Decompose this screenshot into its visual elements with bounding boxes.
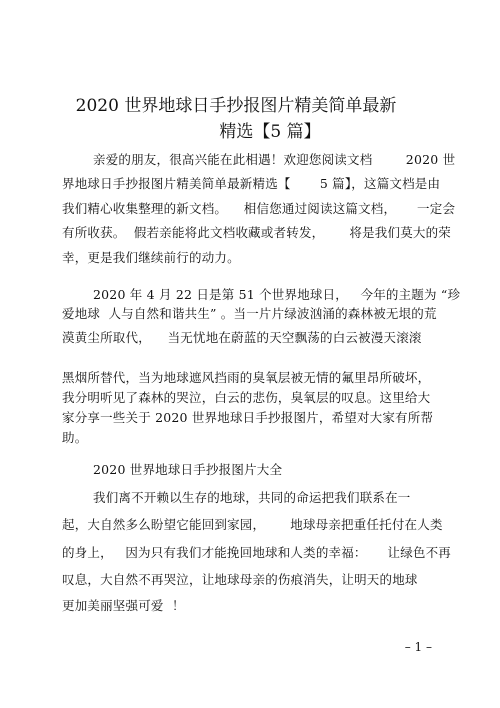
intro-line: 界地球日手抄报图片精美简单最新精选【 5 篇】，这篇文档是由 xyxy=(62,176,441,191)
document-title-line1: 2020 世界地球日手抄报图片精美简单最新 xyxy=(75,96,397,116)
intro-line: 有所收获。 假若亲能将此文档收藏或者转发， 将是我们莫大的荣 xyxy=(62,225,451,240)
page-number: – 1 – xyxy=(404,640,432,654)
document-title-line2: 精选【5 篇】 xyxy=(219,122,321,142)
earthday-line: 家分享一些关于 2020 世界地球日手抄报图片，希望对大家有所帮 xyxy=(62,410,434,425)
intro-line: 幸，更是我们继续前行的动力。 xyxy=(62,250,240,265)
body-line: 起，大自然多么盼望它能回到家园， 地球母亲把重任托付在人类 xyxy=(62,517,443,532)
earthday-line: 助。 xyxy=(62,430,88,445)
intro-line: 亲爱的朋友，很高兴能在此相遇！欢迎您阅读文档 2020 世 xyxy=(93,152,456,167)
intro-line: 我们精心收集整理的新文档。 相信您通过阅读这篇文档， 一定会 xyxy=(62,201,456,216)
earthday-line: 爱地球 人与自然和谐共生” 。当一片片绿波汹涌的森林被无垠的荒 xyxy=(62,306,437,321)
earthday-line: 2020 年 4 月 22 日是第 51 个世界地球日， 今年的主题为 “珍 xyxy=(93,287,461,302)
body-line: 我们离不开赖以生存的地球，共同的命运把我们联系在一 xyxy=(93,490,411,505)
earthday-line: 我分明听见了森林的哭泣，白云的悲伤，臭氧层的叹息。这里给大 xyxy=(62,390,431,405)
earthday-line: 漠黄尘所取代， 当无忧地在蔚蓝的天空飘荡的白云被漫天滚滚 xyxy=(62,330,422,345)
section-heading: 2020 世界地球日手抄报图片大全 xyxy=(93,462,283,477)
body-line: 更加美丽坚强可爱 ！ xyxy=(62,598,185,613)
body-line: 的身上， 因为只有我们才能挽回地球和人类的幸福： 让绿色不再 xyxy=(62,545,451,560)
body-line: 叹息，大自然不再哭泣，让地球母亲的伤痕消失，让明天的地球 xyxy=(62,572,418,587)
earthday-line: 黑烟所替代，当为地球遮风挡雨的臭氧层被无情的氟里昂所破坏， xyxy=(62,370,431,385)
